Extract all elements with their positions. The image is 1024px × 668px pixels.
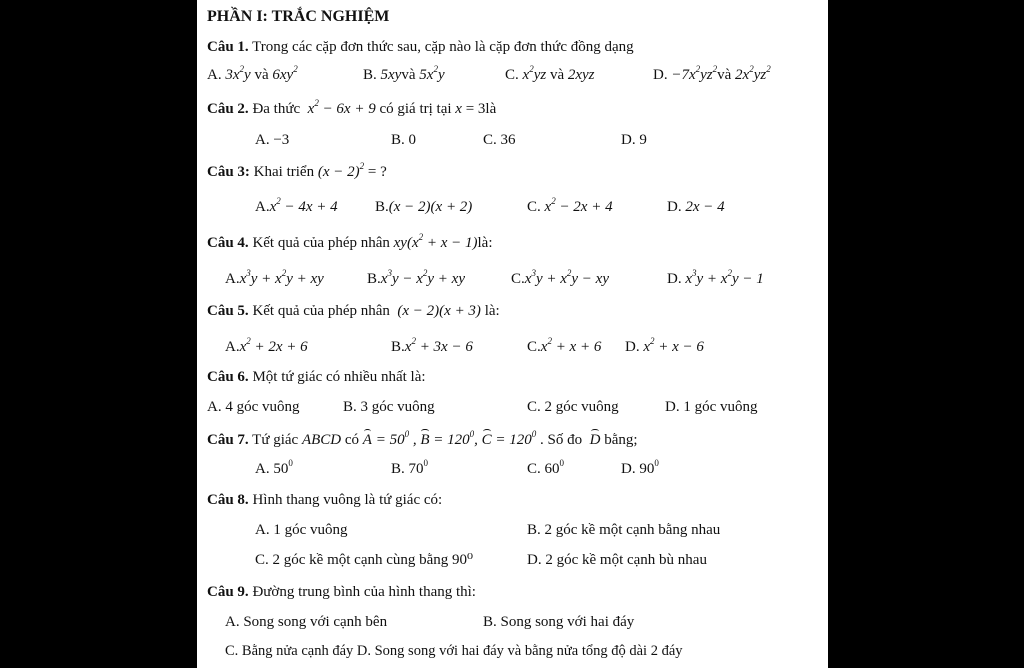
question-6-option-d: D. 1 góc vuông [665, 399, 758, 415]
question-2-option-c: C. 36 [483, 132, 516, 148]
question-3-option-c: C. $x^2 - 2x + 4$ [527, 196, 613, 215]
question-1-number: Câu 1. [207, 39, 249, 55]
question-7: Câu 7. Tứ giác ABCD có $A = 50^0$ , $B = 120^0$, $C = 120^0$ . Số đo D bằng; [207, 429, 638, 448]
question-3-option-d: D. 2x − 4 [667, 199, 725, 215]
question-8-option-a: A. 1 góc vuông [255, 522, 348, 538]
question-2-option-a: A. −3 [255, 132, 290, 148]
question-8-number: Câu 8. [207, 492, 249, 508]
question-9-option-b: B. Song song với hai đáy [483, 614, 635, 630]
question-1-stem: Trong các cặp đơn thức sau, cặp nào là cặp đơn thức đồng dạng [252, 39, 634, 55]
question-6-number: Câu 6. [207, 369, 249, 385]
question-5-option-d: D. $x^2 + x - 6$ [625, 336, 704, 355]
worksheet-page [197, 0, 828, 668]
section-title: PHẦN I: TRẮC NGHIỆM [207, 8, 390, 25]
question-3-option-b: B.(x − 2)(x + 2) [375, 199, 473, 215]
question-9-option-a: A. Song song với cạnh bên [225, 614, 388, 630]
question-8-option-c: C. 2 góc kề một cạnh cùng bằng 90⁰ [255, 552, 474, 568]
question-4-option-d: D. $x^3y + x^2y - 1$ [667, 268, 764, 287]
question-8-option-d: D. 2 góc kề một cạnh bù nhau [527, 552, 707, 568]
question-7-number: Câu 7. [207, 432, 249, 448]
question-6 [207, 368, 426, 386]
question-9-options-cd [225, 642, 683, 660]
question-9-option-c: C. Bằng nửa cạnh đáy [225, 643, 354, 659]
question-1-option-a: A. $3x^2y$ và $6xy^2$ [207, 64, 298, 83]
question-9-stem: Đường trung bình của hình thang thì: [252, 584, 476, 600]
question-1-option-b: B. 5xyvà $5x^2y$ [363, 64, 445, 83]
question-5: Câu 5. Kết quả của phép nhân (x − 2)(x + 3) là: [207, 303, 500, 319]
question-8 [207, 491, 442, 509]
question-7-option-c: C. $60^0$ [527, 458, 565, 477]
question-2-option-d: D. 9 [621, 132, 647, 148]
question-7-option-d: D. $90^0$ [621, 458, 659, 477]
question-4: Câu 4. Kết quả của phép nhân $xy(x^2 + x$ − 1)là: [207, 232, 493, 251]
question-5-number: Câu 5. [207, 303, 249, 319]
question-5-option-c: $C.x^2 + x + 6$ [527, 336, 602, 355]
question-6-option-c: C. 2 góc vuông [527, 399, 619, 415]
question-6-option-b: B. 3 góc vuông [343, 399, 435, 415]
question-3-option-a: $A.x^2 - 4x + 4$ [255, 196, 338, 215]
question-1-option-c: C. $x^2yz$ và 2xyz [505, 64, 595, 83]
question-7-option-b: B. $70^0$ [391, 458, 429, 477]
question-5-option-b: $B.x^2 + 3x - 6$ [391, 336, 473, 355]
question-9-option-d: D. Song song với hai đáy và bằng nửa tổng độ dài 2 đáy [356, 643, 683, 659]
question-5-option-a: $A.x^2 + 2x + 6$ [225, 336, 308, 355]
question-4-option-a: $A.x^3y + x^2y$ + xy [225, 268, 324, 287]
question-6-option-a: A. 4 góc vuông [207, 399, 300, 415]
question-6-stem: Một tứ giác có nhiều nhất là: [252, 369, 426, 385]
question-9-number: Câu 9. [207, 584, 249, 600]
question-7-option-a: A. $50^0$ [255, 458, 293, 477]
question-8-option-b: B. 2 góc kề một cạnh bằng nhau [527, 522, 721, 538]
question-1-option-d: D. $-7x^2yz^2và$ $2x^2yz^2$ [653, 64, 771, 83]
question-3-number: Câu 3: [207, 164, 250, 180]
question-2: Câu 2. Đa thức $x^2 - 6x + 9$ có giá trị tại x = 3là [207, 98, 497, 117]
question-2-option-b: B. 0 [391, 132, 417, 148]
question-4-option-b: $B.x^3y - x^2y$ + xy [367, 268, 465, 287]
question-9 [207, 583, 476, 601]
question-2-number: Câu 2. [207, 101, 249, 117]
question-1 [207, 38, 634, 56]
question-3: Câu 3: Khai triển $(x - 2)^2$ = ? [207, 161, 387, 180]
question-4-option-c: $C.x^3y + x^2y$ − xy [511, 268, 609, 287]
question-8-stem: Hình thang vuông là tứ giác có: [252, 492, 443, 508]
question-4-number: Câu 4. [207, 235, 249, 251]
